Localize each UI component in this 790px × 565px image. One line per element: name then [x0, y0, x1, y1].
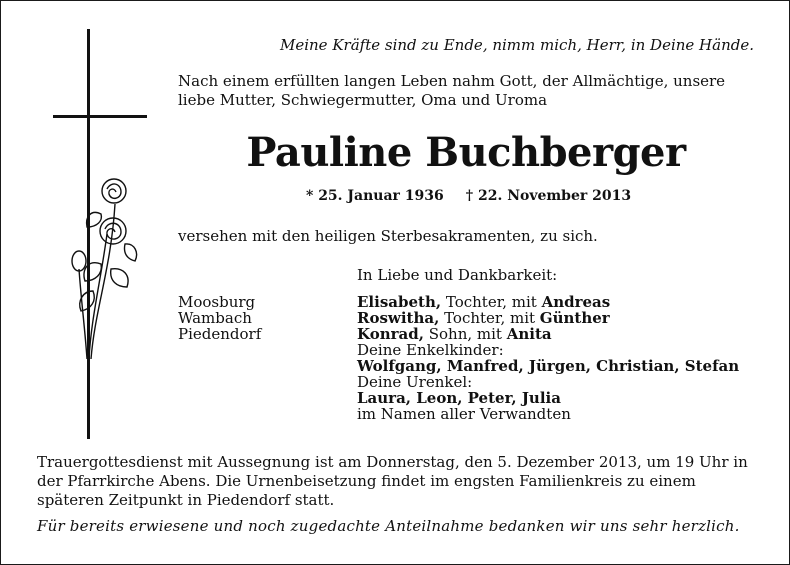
- mourner-line: [357, 390, 739, 406]
- mourner-relation: im Namen aller Verwandten: [357, 405, 571, 423]
- thanks-heading: In Liebe und Dankbarkeit:: [357, 266, 558, 284]
- mourner-name: Elisabeth,: [357, 293, 442, 311]
- mourner-spouse: Andreas: [541, 293, 611, 311]
- mourner-relation: Tochter, mit: [441, 293, 542, 311]
- roses-icon: [72, 179, 137, 359]
- intro-line: liebe Mutter, Schwiegermutter, Oma und Uroma: [178, 91, 548, 109]
- birth-date: * 25. Januar 1936: [306, 188, 444, 204]
- service-info: Trauergottesdienst mit Aussegnung ist am Donnerstag, den 5. Dezember 2013, um 19 Uhr in der Pfarrkirche Abens. Die Urnenbeisetzung findet im engsten Familienkreis zu einem späteren Zeitpunkt in Piedendorf statt.: [37, 453, 748, 509]
- mourner-line: [357, 310, 739, 326]
- cross-with-roses-icon: [41, 29, 151, 449]
- mourner-name: Laura, Leon, Peter, Julia: [357, 389, 561, 407]
- mourner-line: [357, 374, 739, 390]
- sacrament-text: versehen mit den heiligen Sterbesakramenten, zu sich.: [178, 227, 598, 245]
- mourner-line: [357, 358, 739, 374]
- places-list: [178, 294, 261, 342]
- mourner-relation: Deine Urenkel:: [357, 373, 473, 391]
- mourner-relation: Tochter, mit: [439, 309, 540, 327]
- mourner-name: Konrad,: [357, 325, 424, 343]
- closing-thanks: Für bereits erwiesene und noch zugedachte Anteilnahme bedanken wir uns sehr herzlich.: [37, 517, 740, 535]
- deceased-name: Pauline Buchberger: [246, 129, 686, 176]
- mourner-relation: Deine Enkelkinder:: [357, 341, 504, 359]
- motto-text: Meine Kräfte sind zu Ende, nimm mich, Herr, in Deine Hände.: [279, 36, 754, 54]
- mourner-line: [357, 294, 739, 310]
- intro-line: Nach einem erfüllten langen Leben nahm Gott, der Allmächtige, unsere: [178, 72, 726, 90]
- mourner-relation: Sohn, mit: [423, 325, 507, 343]
- life-dates: [306, 188, 631, 204]
- place-item: Wambach: [178, 309, 252, 327]
- mourner-name: Wolfgang, Manfred, Jürgen, Christian, Stefan: [357, 357, 740, 375]
- mourner-spouse: Anita: [506, 325, 552, 343]
- mourner-line: [357, 342, 739, 358]
- mourner-name: Roswitha,: [357, 309, 440, 327]
- mourner-line: [357, 406, 739, 422]
- mourners-list: [357, 294, 739, 422]
- place-item: Piedendorf: [178, 325, 262, 343]
- mourner-line: [357, 326, 739, 342]
- death-date: † 22. November 2013: [465, 188, 632, 204]
- intro-text: [178, 72, 725, 110]
- place-item: Moosburg: [178, 293, 256, 311]
- mourner-spouse: Günther: [539, 309, 610, 327]
